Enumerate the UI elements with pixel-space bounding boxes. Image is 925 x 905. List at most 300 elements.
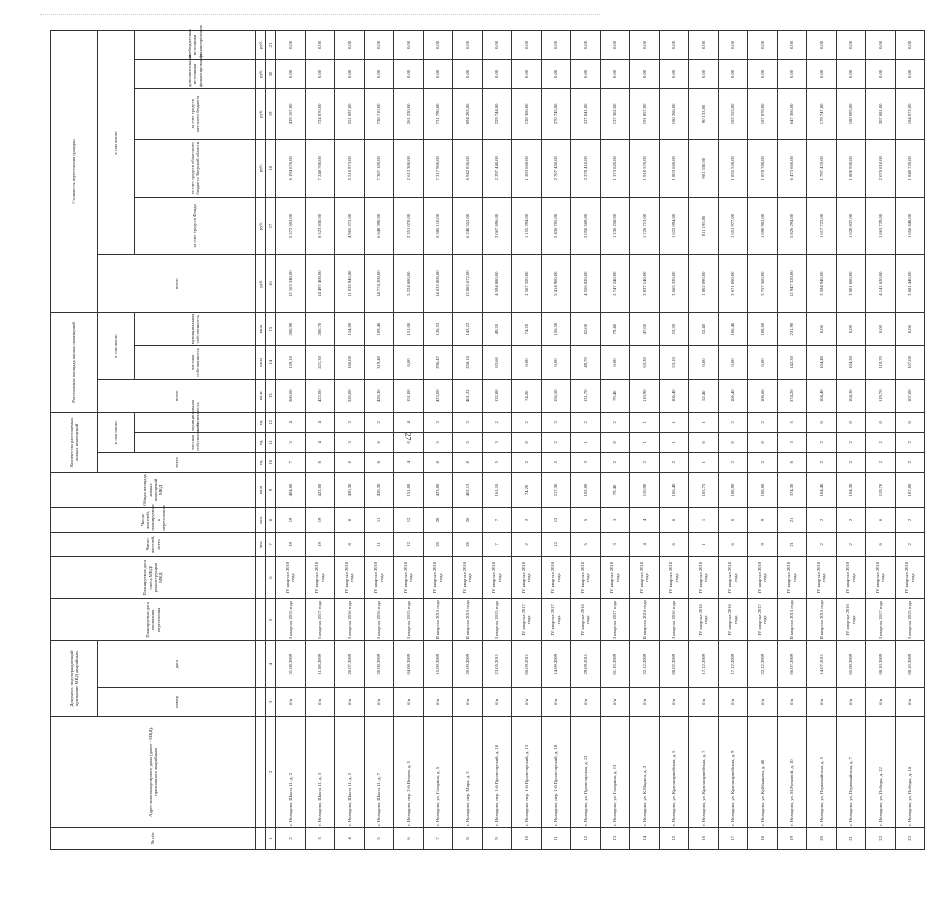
table-cell: 108,60	[748, 313, 778, 346]
table-cell: 4	[335, 827, 365, 849]
table-cell: 2	[807, 432, 837, 452]
table-cell: 19	[305, 532, 335, 556]
table-cell: 231,90	[777, 313, 807, 346]
table-cell: IV квартал 2017 года	[512, 599, 542, 641]
table-cell: 1 656 648,00	[895, 197, 925, 255]
table-cell: 1 800 930,00	[836, 139, 866, 197]
table-cell: 7 317 900,00	[423, 139, 453, 197]
table-cell: II квартал 2015 года	[777, 599, 807, 641]
table-cell: 0,00	[836, 31, 866, 60]
table-cell: 14 497 400,00	[305, 255, 335, 313]
table-cell: 4 594 880,00	[482, 255, 512, 313]
table-cell: 156,50	[541, 313, 571, 346]
column-number-cell: 19	[266, 88, 276, 139]
table-cell: IV квартал 2018 года	[541, 557, 571, 599]
column-number-cell: 17	[266, 197, 276, 255]
header-area-municipal: муниципальная собственность	[135, 313, 256, 346]
table-cell: 107,00	[895, 346, 925, 379]
table-cell: 0,00	[866, 31, 896, 60]
table-cell: IV квартал 2017 года	[541, 599, 571, 641]
table-cell: 156,50	[541, 379, 571, 412]
table-cell: 1 155 294,00	[512, 197, 542, 255]
table-cell: 14 635 800,00	[423, 255, 453, 313]
table-cell: г. Нелидово, ул. Гагарина, д. 5	[423, 716, 453, 827]
table-cell: 0,00	[807, 31, 837, 60]
table-row	[571, 31, 601, 850]
table-cell: б/н	[600, 688, 630, 717]
table-cell: 0,00	[305, 60, 335, 89]
table-cell: б/н	[335, 688, 365, 717]
table-cell: 0,00	[718, 60, 748, 89]
table-cell: б/н	[394, 688, 424, 717]
column-number-cell: 14	[266, 346, 276, 379]
table-cell: 1 373 620,00	[600, 139, 630, 197]
table-cell: 3	[335, 432, 365, 452]
table-row	[630, 31, 660, 850]
table-cell: 2 707 450,00	[541, 139, 571, 197]
table-row	[276, 31, 306, 850]
table-cell: 5 516 973,00	[335, 139, 365, 197]
table-cell: 79,40	[600, 472, 630, 508]
table-cell: 4 556 820,00	[571, 255, 601, 313]
header-rooms-count: Количество расселяемых жилых помещений	[51, 412, 98, 472]
table-cell: 401,32	[453, 379, 483, 412]
table-cell: 3 837 140,00	[630, 255, 660, 313]
table-cell: г. Нелидово, ул. Красноармейская, д. 9	[718, 716, 748, 827]
table-cell: 0,00	[748, 60, 778, 89]
table-row	[541, 31, 571, 850]
table-cell: 08.02.2009	[659, 641, 689, 688]
table-cell: 90 133,00	[689, 88, 719, 139]
table-cell: б/н	[276, 688, 306, 717]
table-cell: 0	[394, 432, 424, 452]
table-cell: 9	[748, 508, 778, 532]
table-cell: 0,00	[394, 346, 424, 379]
unit-cell: кв.м	[256, 346, 266, 379]
table-cell: 0,00	[394, 60, 424, 89]
table-cell: 22.12.2009	[630, 641, 660, 688]
table-cell: 1 236 258,00	[600, 197, 630, 255]
table-cell: IV квартал 2018 года	[276, 557, 306, 599]
table-cell: 8	[777, 452, 807, 472]
header-doc-date: дата	[98, 641, 256, 688]
table-cell: 2 278 410,00	[571, 139, 601, 197]
table-cell: 1 835 530,00	[718, 139, 748, 197]
table-cell: 0,00	[423, 31, 453, 60]
table-cell: 423,00	[423, 379, 453, 412]
table-cell: 0,00	[659, 31, 689, 60]
table-cell: 6 586 110,00	[423, 197, 453, 255]
table-cell: 2 070 810,00	[866, 139, 896, 197]
header-rooms-incl: в том числе:	[98, 412, 135, 452]
table-cell: 1	[659, 412, 689, 432]
table-cell: 1 651 977,00	[718, 197, 748, 255]
unit-cell: руб.	[256, 139, 266, 197]
table-cell: 2	[836, 508, 866, 532]
table-cell: б/н	[866, 688, 896, 717]
table-cell: IV квартал 2018 года	[807, 557, 837, 599]
table-cell: г. Нелидово, ул. Победы, д. 14	[895, 716, 925, 827]
table-cell: 2	[512, 452, 542, 472]
table-cell: 110,90	[630, 379, 660, 412]
table-cell: 17	[718, 827, 748, 849]
table-cell: 258,10	[453, 346, 483, 379]
table-cell: IV квартал 2016 года	[718, 599, 748, 641]
table-row	[659, 31, 689, 850]
table-cell: 0,00	[512, 60, 542, 89]
table-cell: 5 826 294,00	[777, 197, 807, 255]
table-cell: 9	[748, 532, 778, 556]
table-cell: 319,40	[364, 346, 394, 379]
table-cell: б/н	[718, 688, 748, 717]
table-cell: 18	[748, 827, 778, 849]
header-local: за счет средств местного бюджета	[135, 88, 256, 139]
table-cell: 132,80	[482, 379, 512, 412]
column-number-cell: 2	[266, 716, 276, 827]
table-row	[423, 31, 453, 850]
table-cell: 0,00	[335, 31, 365, 60]
table-cell: 3	[571, 452, 601, 472]
table-cell: г. Нелидово, ул. К.Маркса, д. 3	[630, 716, 660, 827]
table-cell: 200,70	[305, 313, 335, 346]
table-cell: 261 230,00	[394, 88, 424, 139]
table-cell: 20	[423, 532, 453, 556]
table-cell: 19	[276, 532, 306, 556]
table-cell: 22.12.2009	[748, 641, 778, 688]
header-fund: за счет средств Фонда	[135, 197, 256, 255]
table-cell: 402,13	[453, 472, 483, 508]
table-cell: II квартал 2016 года	[630, 599, 660, 641]
table-cell: 13	[600, 827, 630, 849]
unit-cell: чел.	[256, 508, 266, 532]
table-cell: 159,10	[276, 346, 306, 379]
table-cell: 12 947 320,00	[777, 255, 807, 313]
table-cell: 107,00	[895, 379, 925, 412]
table-cell: 11.08.2009	[305, 641, 335, 688]
table-cell: 738 710,00	[364, 88, 394, 139]
table-cell: IV квартал 2018 года	[453, 557, 483, 599]
table-cell: I квартал 2015 года	[482, 599, 512, 641]
table-cell: 6	[335, 452, 365, 472]
table-row	[453, 31, 483, 850]
rotated-table-sheet	[50, 25, 915, 850]
table-cell: 2	[836, 432, 866, 452]
table-cell: IV квартал 2018 года	[718, 557, 748, 599]
table-cell: 5 224 600,00	[394, 255, 424, 313]
table-cell: 0,00	[718, 346, 748, 379]
table-cell: г. Нелидово, ул. Победы, д. 12	[866, 716, 896, 827]
table-cell: 0,00	[689, 31, 719, 60]
table-cell: 0,00	[748, 346, 778, 379]
table-cell: 1	[630, 412, 660, 432]
table-cell: 901 330,00	[689, 139, 719, 197]
table-cell: 143,22	[453, 313, 483, 346]
table-cell: 0,00	[895, 60, 925, 89]
table-cell: 0,00	[305, 31, 335, 60]
table-cell: 154,00	[335, 313, 365, 346]
table-cell: 19	[305, 508, 335, 532]
table-cell: 52,40	[689, 313, 719, 346]
table-row	[335, 31, 365, 850]
table-row	[866, 31, 896, 850]
table-cell: 6	[718, 532, 748, 556]
table-cell: 08.10.2009	[866, 641, 896, 688]
table-cell: 14 774 200,00	[364, 255, 394, 313]
table-cell: 0	[836, 412, 866, 432]
table-cell: 1 283 660,00	[512, 139, 542, 197]
table-cell: 7	[482, 532, 512, 556]
table-cell: IV квартал 2018 года	[305, 557, 335, 599]
table-cell: 21	[777, 532, 807, 556]
table-cell: 137 362,00	[600, 88, 630, 139]
table-cell: 439 167,00	[276, 88, 306, 139]
table-cell: IV квартал 2018 года	[659, 557, 689, 599]
table-cell: 31.08.2009	[276, 641, 306, 688]
unit-cell	[256, 827, 266, 849]
table-cell: 1 620 837,00	[836, 197, 866, 255]
table-cell: 108,60	[748, 379, 778, 412]
table-cell: 2	[807, 532, 837, 556]
table-cell: 2	[718, 452, 748, 472]
table-cell: 0,00	[689, 346, 719, 379]
table-cell: 1 726 713,00	[630, 197, 660, 255]
unit-cell: ед.	[256, 432, 266, 452]
table-cell: 05.08.2009	[836, 641, 866, 688]
table-cell: 2	[512, 508, 542, 532]
page-number: 27	[403, 432, 413, 441]
table-cell: 3 681 440,00	[895, 255, 925, 313]
table-cell: II квартал 2015 года	[807, 599, 837, 641]
header-planned-end: Планируемая дата окончания переселения	[51, 599, 256, 641]
table-cell: 221,30	[305, 346, 335, 379]
table-cell: 320,00	[335, 379, 365, 412]
table-cell: 1	[689, 452, 719, 472]
table-cell: 2	[895, 508, 925, 532]
table-cell: 0,00	[807, 60, 837, 89]
table-cell: г. Нелидово, ул. Гагарина, д. 13	[600, 716, 630, 827]
table-cell: 6 523 830,00	[305, 197, 335, 255]
table-cell: 422,00	[305, 379, 335, 412]
unit-cell	[256, 688, 266, 717]
table-cell: 0	[689, 432, 719, 452]
table-cell: 0,00	[541, 31, 571, 60]
table-cell: 7 387 100,00	[364, 139, 394, 197]
table-cell: 187 878,00	[748, 88, 778, 139]
table-cell: 23	[895, 827, 925, 849]
table-cell: 3 671 060,00	[718, 255, 748, 313]
table-cell: 0,00	[777, 60, 807, 89]
table-cell: 104,40	[807, 379, 837, 412]
table-cell: 0,00	[866, 60, 896, 89]
header-address: Адрес многоквартирного дома (далее - МКД), признанного аварийным	[51, 716, 256, 827]
table-cell: 104,30	[836, 472, 866, 508]
table-cell: 2	[895, 452, 925, 472]
table-cell: 1	[689, 412, 719, 432]
table-cell: 6 248 552,00	[453, 197, 483, 255]
table-cell: 0,00	[718, 31, 748, 60]
table-cell: 200,90	[276, 313, 306, 346]
column-number-cell: 11	[266, 432, 276, 452]
table-cell: 4	[394, 452, 424, 472]
table-cell: 2	[748, 452, 778, 472]
table-cell: б/н	[748, 688, 778, 717]
table-cell: 2	[748, 412, 778, 432]
table-cell: 0,00	[600, 346, 630, 379]
unit-cell	[256, 716, 266, 827]
column-number-cell: 8	[266, 508, 276, 532]
table-cell: 3	[453, 412, 483, 432]
table-cell: 11	[364, 508, 394, 532]
table-cell: 5 572 503,00	[276, 197, 306, 255]
table-cell: I квартал 2017 года	[305, 599, 335, 641]
table-cell: 0	[718, 432, 748, 452]
table-cell: 104,40	[807, 346, 837, 379]
table-cell: 0,00	[482, 31, 512, 60]
relocation-table	[50, 25, 925, 850]
table-cell: 166,00	[335, 346, 365, 379]
table-row	[807, 31, 837, 850]
table-cell: 2 067 696,00	[482, 197, 512, 255]
unit-cell: ед.	[256, 452, 266, 472]
table-cell: 104,30	[836, 379, 866, 412]
table-cell: б/н	[305, 688, 335, 717]
column-number-cell: 9	[266, 472, 276, 508]
table-cell: 1 617 723,00	[807, 197, 837, 255]
table-cell: 2	[541, 432, 571, 452]
table-cell: 109,40	[364, 313, 394, 346]
table-cell: 4	[305, 412, 335, 432]
table-cell: 7	[482, 508, 512, 532]
table-cell: 106,40	[718, 379, 748, 412]
table-cell: 6	[394, 827, 424, 849]
table-cell: 217,30	[541, 472, 571, 508]
table-cell: б/н	[453, 688, 483, 717]
table-cell: IV квартал 2018 года	[600, 557, 630, 599]
table-cell: б/н	[482, 688, 512, 717]
table-cell: 3 594 940,00	[807, 255, 837, 313]
table-cell: 2	[600, 412, 630, 432]
table-cell: 811 195,00	[689, 197, 719, 255]
table-cell: 82,00	[571, 313, 601, 346]
scan-edge-line	[40, 14, 600, 15]
unit-cell	[256, 641, 266, 688]
table-cell: 2	[630, 452, 660, 472]
header-doc: Документ, подтверждающий признание МКД аварийным	[51, 641, 98, 716]
table-cell: 6	[718, 508, 748, 532]
table-cell: 2 567 320,00	[512, 255, 542, 313]
table-row	[836, 31, 866, 850]
table-cell: 6 942 836,00	[453, 139, 483, 197]
table-cell: г. Нелидово, ул. Красноармейская, д. 5	[659, 716, 689, 827]
table-cell: г. Нелидово, ул. Пролетарская, д. 12	[571, 716, 601, 827]
table-cell: 2 747 240,00	[600, 255, 630, 313]
table-row	[305, 31, 335, 850]
table-cell: 404,60	[276, 472, 306, 508]
table-cell: г. Нелидово, пер. Мира, д. 3	[453, 716, 483, 827]
table-cell: 2	[807, 508, 837, 532]
table-cell: г. Нелидово, Шахта 11, д. 2	[276, 716, 306, 827]
table-cell: 126,53	[423, 313, 453, 346]
table-cell: 0,00	[659, 60, 689, 89]
table-cell: 15	[659, 827, 689, 849]
table-cell: 2	[512, 412, 542, 432]
table-cell: 04.08.2009	[394, 641, 424, 688]
column-number-cell: 15	[266, 313, 276, 346]
header-no: № п/п	[51, 827, 256, 849]
table-cell: 20	[423, 508, 453, 532]
table-cell: I квартал 2015 года	[276, 599, 306, 641]
table-cell: г. Нелидово, пер. 2-й Нечаев, д. 5	[394, 716, 424, 827]
table-cell: б/н	[630, 688, 660, 717]
header-regional: за счет средств областного бюджета Тверской области	[135, 139, 256, 197]
header-residents: Число жителей, всего	[51, 532, 256, 556]
table-cell: 647 366,00	[777, 88, 807, 139]
table-cell: 5 414 900,00	[541, 255, 571, 313]
table-cell: 21	[836, 827, 866, 849]
table-cell: 2	[718, 412, 748, 432]
column-number-cell: 7	[266, 532, 276, 556]
table-cell: 6 194 670,00	[276, 139, 306, 197]
table-cell: 1	[689, 508, 719, 532]
table-cell: 83,60	[482, 346, 512, 379]
column-number-cell: 5	[266, 599, 276, 641]
table-cell: г. Нелидово, ул. Красноармейская, д. 7	[689, 716, 719, 827]
table-cell: 49,20	[482, 313, 512, 346]
table-cell: IV квартал 2018 года	[394, 557, 424, 599]
header-rooms-municipal: муниципальная собственность	[135, 412, 256, 432]
table-cell: 105,75	[689, 472, 719, 508]
table-cell: 2	[836, 452, 866, 472]
table-cell: 0,00	[541, 346, 571, 379]
table-cell: 0,00	[571, 31, 601, 60]
table-cell: 0	[807, 412, 837, 432]
table-cell: 428,30	[364, 379, 394, 412]
table-cell: 108,60	[748, 472, 778, 508]
table-cell: 724 870,00	[305, 88, 335, 139]
table-cell: г. Нелидово, пер. 1-й Пролетарский, д. 13	[512, 716, 542, 827]
table-cell: 270 745,00	[541, 88, 571, 139]
table-cell: 151,00	[394, 472, 424, 508]
table-cell: 1 840 720,00	[895, 139, 925, 197]
column-number-cell: 18	[266, 139, 276, 197]
table-cell: IV квартал 2018 года	[335, 557, 365, 599]
header-area-private: частная собственность	[135, 346, 256, 379]
table-cell: 11	[364, 532, 394, 556]
table-cell: 19	[276, 508, 306, 532]
table-cell: I квартал 2017 года	[866, 599, 896, 641]
table-cell: IV квартал 2018 года	[364, 557, 394, 599]
table-cell: 106,40	[718, 313, 748, 346]
header-additional: дополнительные источники финансирования	[135, 60, 256, 89]
table-cell: 12	[571, 827, 601, 849]
table-cell: 0,00	[276, 31, 306, 60]
table-cell: 1 918 570,00	[630, 139, 660, 197]
table-cell: 4 965 273,00	[335, 197, 365, 255]
table-cell: 4 141 620,00	[866, 255, 896, 313]
table-cell: 227 841,00	[571, 88, 601, 139]
column-number-cell: 10	[266, 452, 276, 472]
table-cell: 6	[659, 508, 689, 532]
table-cell: 6	[659, 532, 689, 556]
table-cell: 14.09.2009	[541, 641, 571, 688]
table-cell: 2 612 300,00	[394, 139, 424, 197]
table-cell: 79,40	[600, 313, 630, 346]
column-number-cell: 16	[266, 255, 276, 313]
table-cell: 1 797 470,00	[807, 139, 837, 197]
unit-cell: ед.	[256, 412, 266, 432]
table-cell: 11 033 946,00	[335, 255, 365, 313]
table-cell: 6 648 390,00	[364, 197, 394, 255]
